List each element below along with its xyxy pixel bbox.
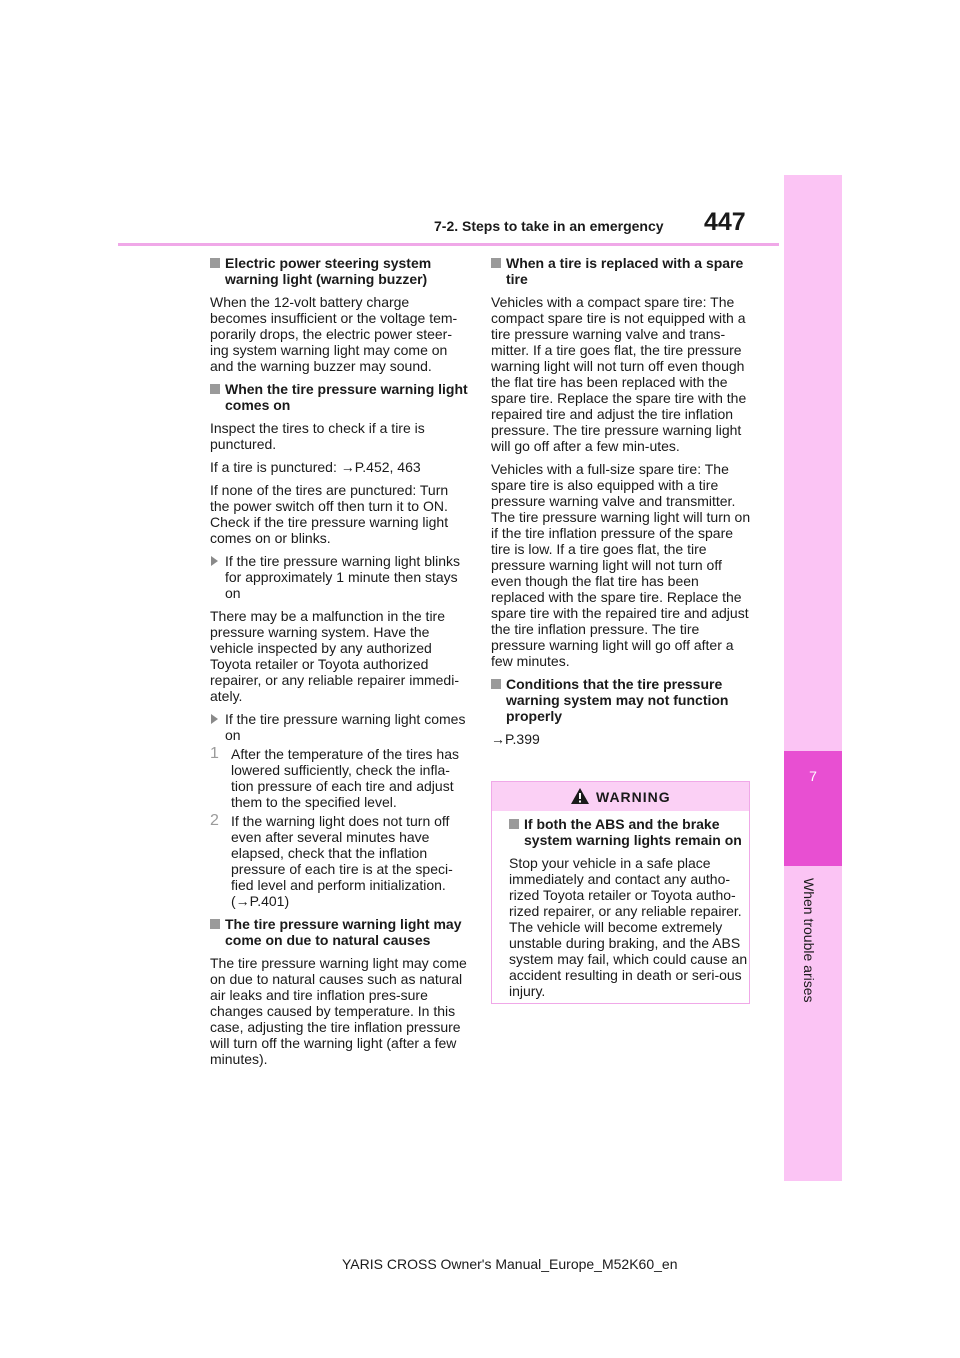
paragraph: The tire pressure warning light may come on due to natural causes such as natural air leaks and tire inflation pres-sure changes caused by temperature. In this case, adjusting the tire inflation pressure will turn off the warning light (after a few minutes).: [210, 955, 467, 1067]
paragraph: Vehicles with a compact spare tire: The compact spare tire is not equipped with a tire pressure warning valve and trans-mitter. If a tire goes flat, the tire pressure warning light will not turn off even though the flat tire has been replaced with the spare tire. Replace the spare tire with the repaired tire and adjust the tire inflation pressure. The tire pressure warning light will go off after a few min-utes.: [491, 294, 747, 454]
warning-box: [491, 781, 750, 1004]
warning-title: WARNING: [596, 789, 671, 805]
heading-eps-warning: Electric power steering system warning light (warning buzzer): [210, 255, 468, 287]
chapter-title-vertical: [800, 878, 820, 1028]
square-bullet-icon: [491, 258, 501, 268]
footer-manual-id: YARIS CROSS Owner's Manual_Europe_M52K60_en: [342, 1256, 678, 1272]
step-item: 1 After the temperature of the tires has lowered sufficiently, check the infla-tion pressure of each tire and adjust them to the specified level.: [210, 745, 460, 810]
warning-heading: If both the ABS and the brake system warning lights remain on: [509, 816, 748, 848]
left-column: [210, 255, 468, 1074]
warning-text: Stop your vehicle in a safe place immediately and contact any autho-rized Toyota retailer or Toyota autho-rized repairer, or any reliable repairer. The vehicle will become extremely unstable during braking, and the ABS system may fail, which could cause an accident resulting in death or seri-ous injury.: [509, 855, 748, 999]
square-bullet-icon: [491, 679, 501, 689]
step-number: 1: [210, 745, 219, 762]
chapter-title: When trouble arises: [801, 878, 817, 1003]
heading-spare-tire: When a tire is replaced with a spare tire: [491, 255, 751, 287]
triangle-bullet-icon: [211, 714, 218, 724]
heading-tire-pressure-light: When the tire pressure warning light comes on: [210, 381, 468, 413]
chapter-side-tab: [784, 175, 842, 1181]
heading-natural-causes: The tire pressure warning light may come on due to natural causes: [210, 916, 468, 948]
paragraph-page-reference: If a tire is punctured: →P.452, 463: [210, 459, 421, 475]
section-title: 7-2. Steps to take in an emergency: [434, 218, 664, 234]
header-divider: [118, 243, 779, 246]
right-column: [491, 255, 751, 754]
paragraph: Inspect the tires to check if a tire is punctured.: [210, 420, 425, 452]
bullet-item: If the tire pressure warning light comes on: [210, 711, 468, 743]
paragraph: When the 12-volt battery charge becomes insufficient or the voltage tem-porarily drops, the electric power steer-ing system warning light may come on and the warning buzzer may sound.: [210, 294, 458, 374]
paragraph: If none of the tires are punctured: Turn the power switch off then turn it to ON. Check if the tire pressure warning light comes on or blinks.: [210, 482, 449, 546]
paragraph: Vehicles with a full-size spare tire: The spare tire is also equipped with a tire pressure warning valve and transmitter. The tire pressure warning light will turn on if the tire inflation pressure of the spare tire is low. If a tire goes flat, the tire pressure warning light will not turn off even though the flat tire has been replaced with the spare tire. Replace the spare tire with the repaired tire and adjust the tire inflation pressure. The tire pressure warning light will go off after a few minutes.: [491, 461, 751, 669]
bullet-item: If the tire pressure warning light blinks for approximately 1 minute then stays on: [210, 553, 468, 601]
square-bullet-icon: [210, 258, 220, 268]
warning-header: [492, 782, 749, 811]
step-number: 2: [210, 812, 219, 829]
warning-body: [492, 816, 748, 1006]
square-bullet-icon: [210, 919, 220, 929]
triangle-bullet-icon: [211, 556, 218, 566]
square-bullet-icon: [509, 819, 519, 829]
square-bullet-icon: [210, 384, 220, 394]
chapter-number: 7: [809, 768, 817, 784]
paragraph: There may be a malfunction in the tire pressure warning system. Have the vehicle inspected by any authorized Toyota retailer or Toyota authorized repairer, or any reliable repairer immedi-ately.: [210, 608, 459, 704]
page-number: 447: [704, 208, 746, 236]
heading-system-conditions: Conditions that the tire pressure warning system may not function properly: [491, 676, 751, 724]
warning-triangle-icon: [570, 787, 590, 805]
step-item: 2 If the warning light does not turn off even after several minutes have elapsed, check that the inflation pressure of each tire is at the speci-fied level and perform initialization. (→P.401): [210, 812, 453, 909]
paragraph-page-reference: →P.399: [491, 731, 540, 747]
